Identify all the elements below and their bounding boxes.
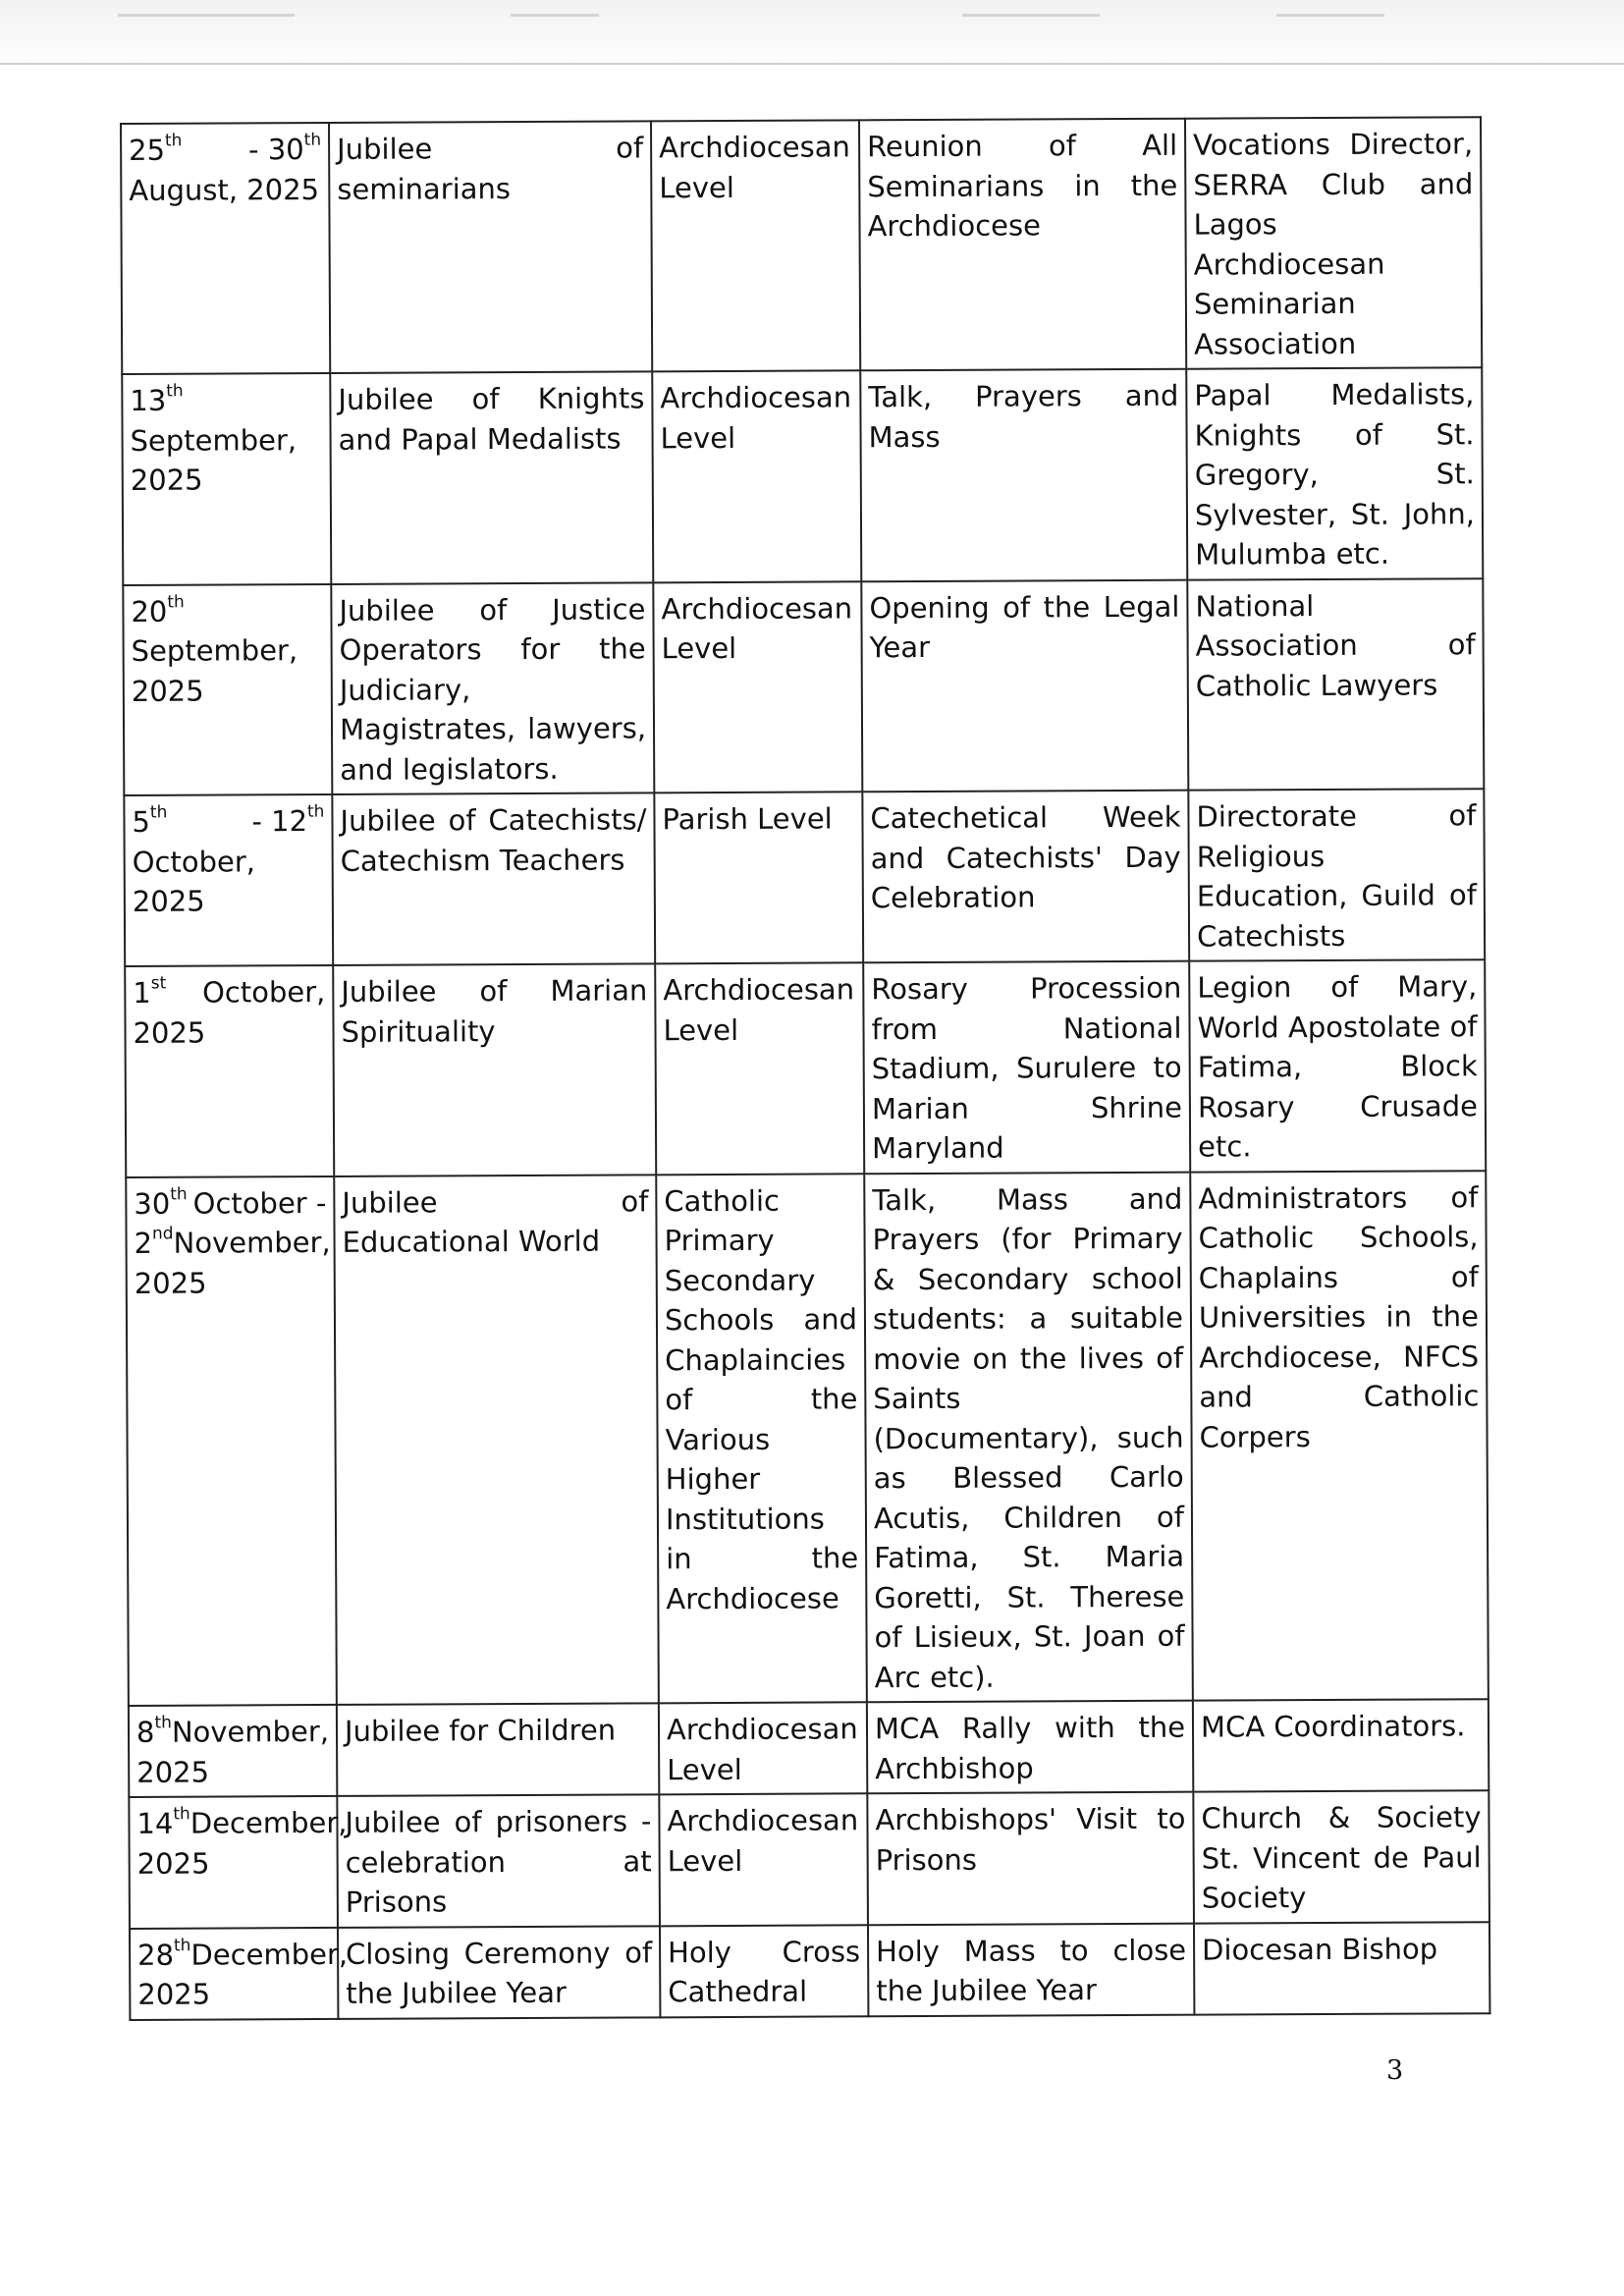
responsible-cell: Administrators of Catholic Schools, Chaplains of Universities in the Archdiocese, NFCS and Catholic Corpers [1190,1171,1489,1701]
responsible-cell: MCA Coordinators. [1193,1699,1489,1791]
date-line: September, [130,422,298,458]
table-row [129,1790,1489,1928]
date-line: 2025 [133,1015,206,1050]
date-cell [124,794,333,966]
date-cell [129,1796,348,1929]
responsible-cell: Diocesan Bishop [1194,1922,1489,2014]
date-line: 5th - 12th [132,801,325,839]
responsible-cell: Church & Society St. Vincent de Paul Society [1193,1790,1489,1923]
scan-speck [511,14,599,17]
level-cell: Catholic Primary Secondary Schools and Chaplaincies of the Various Higher Institutions in the Archdiocese [656,1174,867,1704]
event-cell: Jubilee of prisoners - celebration at Prisons [337,1794,660,1927]
date-line: 1st October, [133,973,326,1010]
activity-cell: Catechetical Week and Catechists' Day Celebration [862,791,1189,963]
page-number: 3 [1386,2055,1404,2086]
date-cell [121,123,330,374]
date-line: 2025 [136,1846,210,1881]
date-line: 14th December, [136,1804,348,1840]
responsible-cell: Directorate of Religious Education, Guild of Catechists [1188,789,1485,960]
date-line: 28th December, [137,1935,349,1972]
table-row [126,1171,1489,1706]
level-cell: Archdiocesan Level [659,1793,868,1926]
date-line: 13th [130,381,184,417]
schedule-table-body [121,117,1489,2019]
date-line: 2025 [131,674,204,708]
event-cell: Jubilee of Educational World [334,1175,659,1705]
date-line: September, [131,633,298,668]
scan-line [0,63,1624,65]
level-cell: Archdiocesan Level [659,1702,867,1794]
date-cell [126,1175,337,1706]
table-row [121,117,1482,374]
date-line: 2025 [136,1755,210,1789]
event-cell: Jubilee of Marian Spirituality [333,963,656,1175]
level-cell: Parish Level [654,792,863,963]
date-cell [125,965,334,1177]
date-line: August, 2025 [129,172,320,207]
scan-speck [962,14,1100,17]
date-line: 20th [131,591,185,629]
date-cell [130,1927,349,2019]
date-line: 2nd November, [134,1224,331,1260]
date-line: 2025 [130,463,203,497]
event-cell: Jubilee for Children [337,1703,659,1796]
activity-cell: MCA Rally with the Archbishop [867,1701,1193,1794]
table-row [129,1699,1489,1797]
activity-cell: Talk, Mass and Prayers (for Primary & Secondary school students: a suitable movie on the lives of Saints (Documentary), such as Blessed Carlo Acutis, Children of Fatima, St. Maria Goretti, St. Therese of Lisieux, St. Joan of Arc etc). [864,1172,1193,1702]
level-cell: Holy Cross Cathedral [660,1925,868,2017]
responsible-cell: Legion of Mary, World Apostolate of Fatima, Block Rosary Crusade etc. [1189,959,1486,1172]
level-cell: Archdiocesan Level [653,581,862,793]
date-cell [123,583,332,795]
event-cell: Jubilee of seminarians [329,121,652,373]
scan-speck [118,14,295,17]
activity-cell: Rosary Procession from National Stadium, Surulere to Marian Shrine Maryland [863,961,1190,1174]
responsible-cell: Vocations Director, SERRA Club and Lagos Archdiocesan Seminarian Association [1185,117,1482,368]
responsible-cell: Papal Medalists, Knights of St. Gregory, St. Sylvester, St. John, Mulumba etc. [1186,367,1483,579]
responsible-cell: National Association of Catholic Lawyers [1187,578,1484,791]
activity-cell: Talk, Prayers and Mass [860,369,1187,581]
scan-top-edge [0,0,1624,69]
date-line: 2025 [134,1266,207,1300]
level-cell: Archdiocesan Level [652,370,861,582]
date-line: 2025 [137,1977,211,2011]
scan-speck [1276,14,1384,17]
table-row [125,959,1486,1176]
date-line: October, 2025 [132,844,256,918]
event-cell: Jubilee of Knights and Papal Medalists [330,371,653,583]
table-row [130,1922,1489,2020]
date-cell [129,1705,337,1797]
event-cell: Jubilee of Justice Operators for the Judiciary, Magistrates, lawyers, and legislators. [331,582,654,794]
table-row [122,367,1483,584]
activity-cell: Reunion of All Seminarians in the Archdiocese [859,119,1186,371]
level-cell: Archdiocesan Level [651,120,860,371]
date-line: 25th - 30th [129,130,322,167]
activity-cell: Opening of the Legal Year [861,579,1188,792]
table-row [124,789,1485,966]
activity-cell: Holy Mass to close the Jubilee Year [868,1923,1194,2016]
table-row [123,578,1484,795]
level-cell: Archdiocesan Level [655,962,864,1175]
date-cell [122,373,331,585]
jubilee-schedule-table [120,116,1490,2020]
activity-cell: Archbishops' Visit to Prisons [867,1792,1194,1925]
event-cell: Jubilee of Catechists/ Catechism Teachers [332,793,655,965]
date-line: 8th November, [135,1713,330,1749]
event-cell: Closing Ceremony of the Jubilee Year [338,1926,660,2019]
date-line: 30th October - [134,1183,327,1221]
